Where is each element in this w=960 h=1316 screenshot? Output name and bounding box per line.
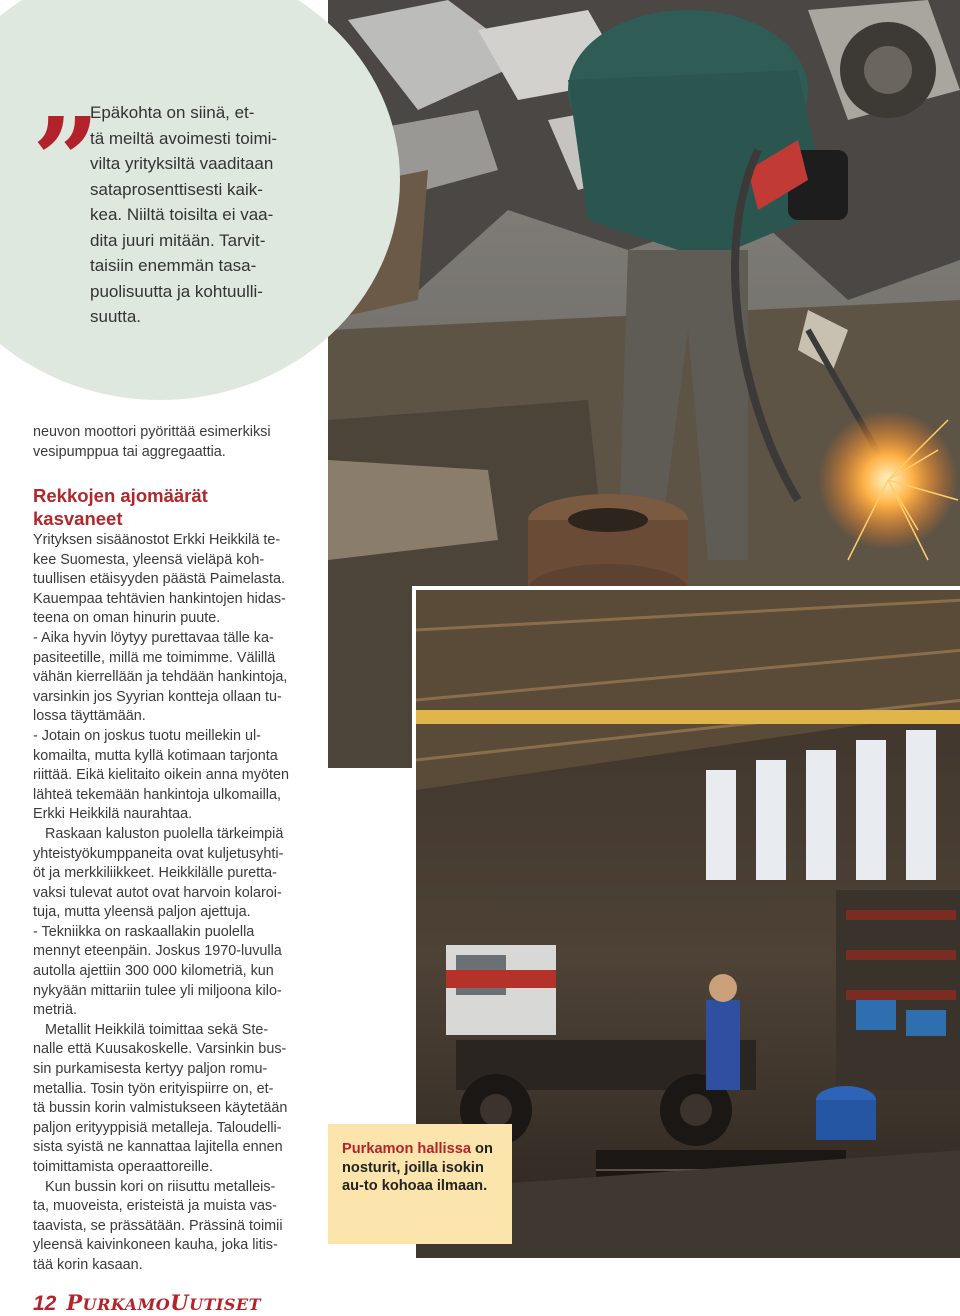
body-paragraph: Metallit Heikkilä toimittaa sekä Ste- nalle että Kuusakoskelle. Varsinkin bus- sin purkamisesta kertyy paljon romu- metallia. Tosin työn erityispiirre on, et- tä bussin korin valmistukseen käytetään paljon erityyppisiä metalleja. Taloudelli- sista syistä ne kannattaa lajitella ennen toimittamista operaattoreille. [33, 1021, 288, 1175]
publication-logo: PURKAMOUUTISET [66, 1290, 262, 1315]
body-paragraph: Raskaan kaluston puolella tärkeimpiä yhteistyökumppaneita ovat kuljetusyhti- öt ja merkkiliikkeet. Heikkilälle puretta- vaksi tulevat autot ovat harvoin kolaroi- tuja, mutta yleensä paljon ajettuja. [33, 825, 284, 921]
caption-lead: Purkamon hallissa [342, 1141, 471, 1157]
page-footer [33, 1290, 261, 1316]
body-paragraph: - Tekniikka on raskaallakin puolella mennyt eteenpäin. Joskus 1970-luvulla autolla ajettiin 300 000 kilometriä, kun nykyään mittariin tulee yli miljoona kilo- metriä. [33, 923, 282, 1019]
caption-text: on nosturit, joilla isokin au-to kohoaa ilmaan. [342, 1141, 493, 1194]
body-paragraph: Yrityksen sisäänostot Erkki Heikkilä te- kee Suomesta, yleensä vieläpä koh- tuullisen etäisyyden päästä Paimelasta. Kauempaa tehtävien hankintojen hidas- teena on oman hinurin puute. [33, 532, 286, 627]
pull-quote: Epäkohta on siinä, et- tä meiltä avoimesti toimi- vilta yrityksiltä vaaditaan sataprosenttisesti kaik- kea. Niiltä toisilta ei vaa- dita juuri mitään. Tarvit- taisiin enemmän tasa- puolisuutta ja kohtuulli- suutta. [90, 103, 278, 326]
quote-mark-icon: ” [32, 91, 94, 230]
body-paragraph: - Aika hyvin löytyy purettavaa tälle ka- pasiteetille, millä me toimimme. Välillä vähän kierrellään ja tehdään hankintoja, varsinkin jos Syyrian kontteja ollaan tu- lossa täyttämään. [33, 629, 288, 725]
section-heading: Rekkojen ajomäärät kasvaneet [33, 485, 208, 529]
page-number: 12 [33, 1292, 57, 1315]
intro-paragraph: neuvon moottori pyörittää esimerkiksi vesipumppua tai aggregaattia. [33, 424, 271, 460]
body-paragraph: Kun bussin kori on riisuttu metalleis- ta, muoveista, eristeistä ja muista vas- taavista, se prässätään. Prässinä toimii yleensä kaivinkoneen kauha, joka litis- tää korin kasaan. [33, 1178, 283, 1273]
photo-caption [328, 1124, 512, 1244]
body-paragraph: - Jotain on joskus tuotu meillekin ul- komailta, mutta kyllä kotimaan tarjonta riittää. Eikä kielitaito oikein anna myöten lähteä tekemään hankintoja ulkomailla, Erkki Heikkilä naurahtaa. [33, 727, 289, 823]
article-body [33, 531, 315, 1276]
